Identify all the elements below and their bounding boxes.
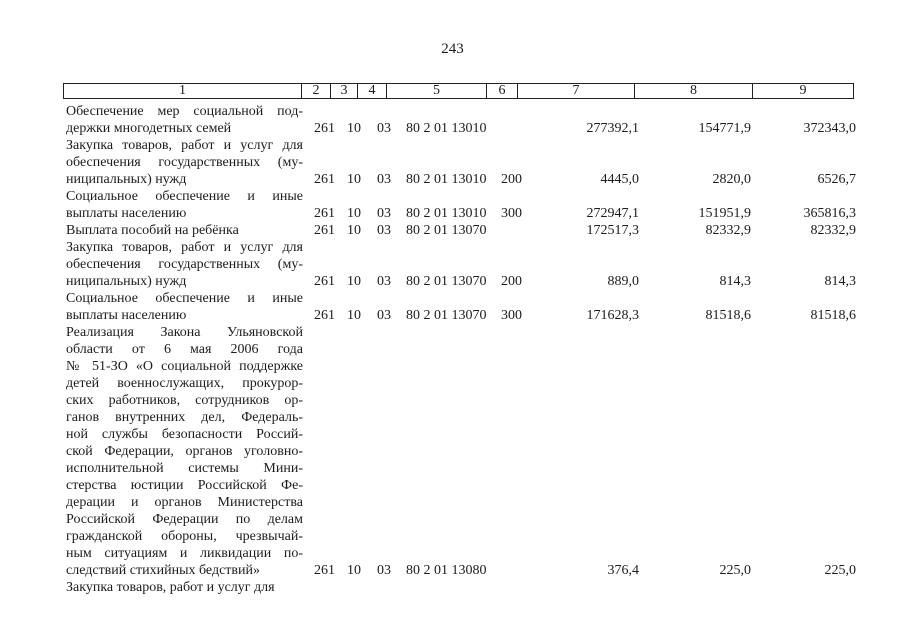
table-body	[66, 103, 856, 596]
description-line: стерства юстиции Российской Фе-	[66, 478, 303, 493]
cell-c7: 172517,3	[586, 223, 639, 238]
cell-c6: 300	[501, 308, 522, 323]
description-line: гражданской обороны, чрезвычай-	[66, 529, 303, 544]
cell-c7: 4445,0	[600, 172, 639, 187]
description-line: Закупка товаров, работ и услуг для	[66, 580, 275, 595]
description-line: обеспечения государственных (му-	[66, 257, 303, 272]
description-line: ниципальных) нужд	[66, 172, 187, 187]
row-values	[66, 205, 856, 222]
cell-c3: 10	[347, 121, 361, 136]
cell-c8: 2820,0	[712, 172, 751, 187]
table-row	[66, 579, 856, 596]
description-line: детей военнослужащих, прокурор-	[66, 376, 303, 391]
column-header-5: 5	[387, 84, 487, 99]
description-line: обеспечения государственных (му-	[66, 155, 303, 170]
description-line: дерации и органов Министерства	[66, 495, 303, 510]
description-line: области от 6 мая 2006 года	[66, 342, 303, 357]
cell-c5: 80 2 01 13010	[406, 172, 487, 187]
cell-c8: 151951,9	[698, 206, 751, 221]
cell-c2: 261	[314, 172, 335, 187]
cell-c6: 200	[501, 172, 522, 187]
cell-c5: 80 2 01 13070	[406, 274, 487, 289]
column-header-4: 4	[358, 84, 387, 99]
cell-c7: 171628,3	[586, 308, 639, 323]
column-header-7: 7	[518, 84, 635, 99]
cell-c3: 10	[347, 206, 361, 221]
cell-c9: 6526,7	[817, 172, 856, 187]
description-line: исполнительной системы Мини-	[66, 461, 303, 476]
column-header-6: 6	[487, 84, 518, 99]
cell-c3: 10	[347, 308, 361, 323]
description-line: ганов внутренних дел, Федераль-	[66, 410, 303, 425]
row-values	[66, 307, 856, 324]
column-header-1: 1	[64, 84, 302, 99]
cell-c2: 261	[314, 274, 335, 289]
cell-c8: 814,3	[719, 274, 751, 289]
cell-c7: 277392,1	[586, 121, 639, 136]
description-line: Закупка товаров, работ и услуг для	[66, 138, 303, 153]
cell-c5: 80 2 01 13010	[406, 121, 487, 136]
cell-c7: 376,4	[607, 563, 639, 578]
cell-c2: 261	[314, 563, 335, 578]
cell-c4: 03	[377, 172, 391, 187]
cell-c9: 81518,6	[810, 308, 856, 323]
cell-c5: 80 2 01 13010	[406, 206, 487, 221]
cell-c3: 10	[347, 274, 361, 289]
table-row	[66, 103, 856, 137]
cell-c3: 10	[347, 223, 361, 238]
table-row	[66, 222, 856, 239]
row-values	[66, 120, 856, 137]
description-line: ских работников, сотрудников ор-	[66, 393, 303, 408]
description-line: Закупка товаров, работ и услуг для	[66, 240, 303, 255]
column-header-3: 3	[331, 84, 358, 99]
cell-c2: 261	[314, 121, 335, 136]
cell-c8: 81518,6	[705, 308, 751, 323]
cell-c5: 80 2 01 13070	[406, 223, 487, 238]
cell-c4: 03	[377, 206, 391, 221]
table-row	[66, 137, 856, 188]
description-line: № 51-ЗО «О социальной поддержке	[66, 359, 303, 374]
description-line: ниципальных) нужд	[66, 274, 187, 289]
cell-c4: 03	[377, 563, 391, 578]
description-line: Российской Федерации по делам	[66, 512, 303, 527]
column-header-2: 2	[302, 84, 331, 99]
cell-c3: 10	[347, 563, 361, 578]
cell-c5: 80 2 01 13080	[406, 563, 487, 578]
cell-c9: 82332,9	[810, 223, 856, 238]
description-line: Обеспечение мер социальной под-	[66, 104, 303, 119]
description-line: ной службы безопасности Россий-	[66, 427, 303, 442]
cell-c4: 03	[377, 274, 391, 289]
cell-c2: 261	[314, 308, 335, 323]
cell-c9: 814,3	[824, 274, 856, 289]
cell-c3: 10	[347, 172, 361, 187]
table-row	[66, 290, 856, 324]
cell-c5: 80 2 01 13070	[406, 308, 487, 323]
description-line: выплаты населению	[66, 206, 187, 221]
description-line: выплаты населению	[66, 308, 187, 323]
description-line: Социальное обеспечение и иные	[66, 291, 303, 306]
cell-c6: 200	[501, 274, 522, 289]
cell-c4: 03	[377, 121, 391, 136]
column-header-9: 9	[753, 84, 854, 99]
row-values	[66, 222, 856, 239]
cell-c9: 365816,3	[803, 206, 856, 221]
cell-c4: 03	[377, 308, 391, 323]
cell-c7: 272947,1	[586, 206, 639, 221]
description-line: держки многодетных семей	[66, 121, 232, 136]
cell-c7: 889,0	[607, 274, 639, 289]
row-description	[66, 324, 303, 579]
description-line: ным ситуациям и ликвидации по-	[66, 546, 303, 561]
cell-c2: 261	[314, 223, 335, 238]
table-row	[66, 239, 856, 290]
description-line: Реализация Закона Ульяновской	[66, 325, 303, 340]
cell-c4: 03	[377, 223, 391, 238]
row-values	[66, 273, 856, 290]
cell-c9: 225,0	[824, 563, 856, 578]
cell-c8: 154771,9	[698, 121, 751, 136]
cell-c2: 261	[314, 206, 335, 221]
description-line: Социальное обеспечение и иные	[66, 189, 303, 204]
column-header-row	[64, 84, 854, 99]
column-header-8: 8	[635, 84, 753, 99]
cell-c9: 372343,0	[803, 121, 856, 136]
row-values	[66, 579, 856, 596]
page-number: 243	[441, 41, 464, 57]
row-values	[66, 171, 856, 188]
cell-c8: 82332,9	[705, 223, 751, 238]
column-header-table	[63, 83, 854, 99]
description-line: следствий стихийных бедствий»	[66, 563, 261, 578]
table-row	[66, 188, 856, 222]
description-line: ской Федерации, органов уголовно-	[66, 444, 303, 459]
cell-c6: 300	[501, 206, 522, 221]
table-row	[66, 324, 856, 579]
description-line: Выплата пособий на ребёнка	[66, 223, 239, 238]
row-values	[66, 562, 856, 579]
cell-c8: 225,0	[719, 563, 751, 578]
